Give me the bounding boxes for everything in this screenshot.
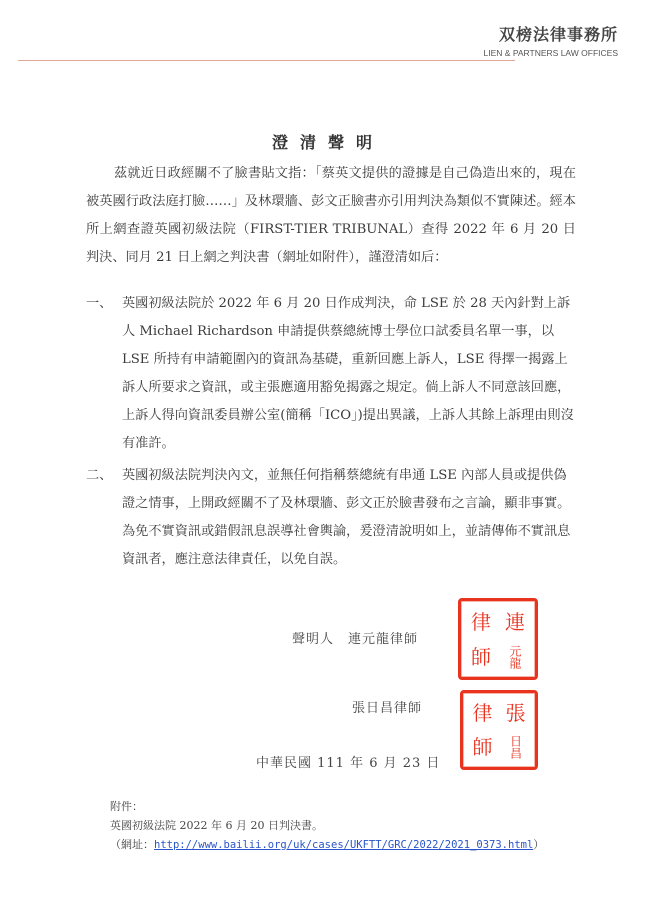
seal-char: 律 <box>471 609 491 634</box>
intro-paragraph: 茲就近日政經關不了臉書貼文指：「蔡英文提供的證據是自己偽造出來的，現在被英國行政法庭打臉……」及林環牆、彭文正臉書亦引用判決為類似不實陳述。經本所上網查證英國初級法院（FIRST-TIER TRIBUNAL）查得 2022 年 6 月 20 日判決、同月 21 日上網之判決書（網址如附件），謹澄清如后： <box>86 166 576 265</box>
lawyer-2-signature: 張日昌律師 <box>352 701 423 716</box>
lawyer-1-name: 連元龍律師 <box>348 632 419 647</box>
document-date: 中華民國 111 年 6 月 23 日 <box>256 756 441 771</box>
declarant-label: 聲明人 <box>292 632 335 647</box>
header-divider <box>18 60 515 61</box>
item-number: 二、 <box>86 468 113 483</box>
seal-char: 師 <box>471 644 491 669</box>
seal-char: 張 <box>505 701 526 725</box>
letterhead <box>484 22 618 58</box>
declarant-signature <box>292 628 418 647</box>
seal-stamp-2 <box>460 690 538 770</box>
clarification-item-2 <box>86 462 576 574</box>
url-prefix: （網址： <box>110 838 154 851</box>
attachment-url-line <box>110 835 544 855</box>
seal-stamp-1 <box>458 598 538 680</box>
attachment-description: 英國初級法院 2022 年 6 月 20 日判決書。 <box>110 819 323 832</box>
item-text: 英國初級法院判決內文，並無任何指稱蔡總統有串通 LSE 內部人員或提供偽證之情事，上開政經關不了及林環牆、彭文正於臉書發布之言論，顯非事實。為免不實資訊或錯假訊息誤導社會輿論，爰澄清說明如上，並請傳佈不實訊息資訊者，應注意法律責任，以免自誤。 <box>122 468 571 567</box>
attachment-section <box>110 797 544 855</box>
seal-char: 師 <box>472 735 493 759</box>
item-text: 英國初級法院於 2022 年 6 月 20 日作成判決，命 LSE 於 28 天內針對上訴人 Michael Richardson 申請提供蔡總統博士學位口試委員名單一事，以 LSE 所持有申請範圍內的資訊為基礎，重新回應上訴人，LSE 得擇一揭露上訴人所要求之資訊，或主張應適用豁免揭露之規定。倘上訴人不同意該回應，上訴人得向資訊委員辦公室(簡稱「ICO」)提出異議，上訴人其餘上訴理由則沒有准許。 <box>122 296 574 451</box>
item-number: 一、 <box>86 296 113 311</box>
document-title: 澄清聲明 <box>271 133 384 152</box>
firm-name-english: LIEN & PARTNERS LAW OFFICES <box>483 48 618 58</box>
seal-char: 連 <box>505 609 525 634</box>
clarification-item-1 <box>86 290 576 458</box>
url-suffix: ） <box>533 838 545 851</box>
firm-name-chinese: 双榜法律事務所 <box>498 25 618 44</box>
judgment-link[interactable]: http://www.bailii.org/uk/cases/UKFTT/GRC/2022/2021_0373.html <box>154 839 534 851</box>
seal-char: 元龍 <box>508 644 522 669</box>
attachment-label: 附件： <box>110 800 143 813</box>
seal-char: 日昌 <box>508 735 523 759</box>
seal-char: 律 <box>472 701 493 725</box>
